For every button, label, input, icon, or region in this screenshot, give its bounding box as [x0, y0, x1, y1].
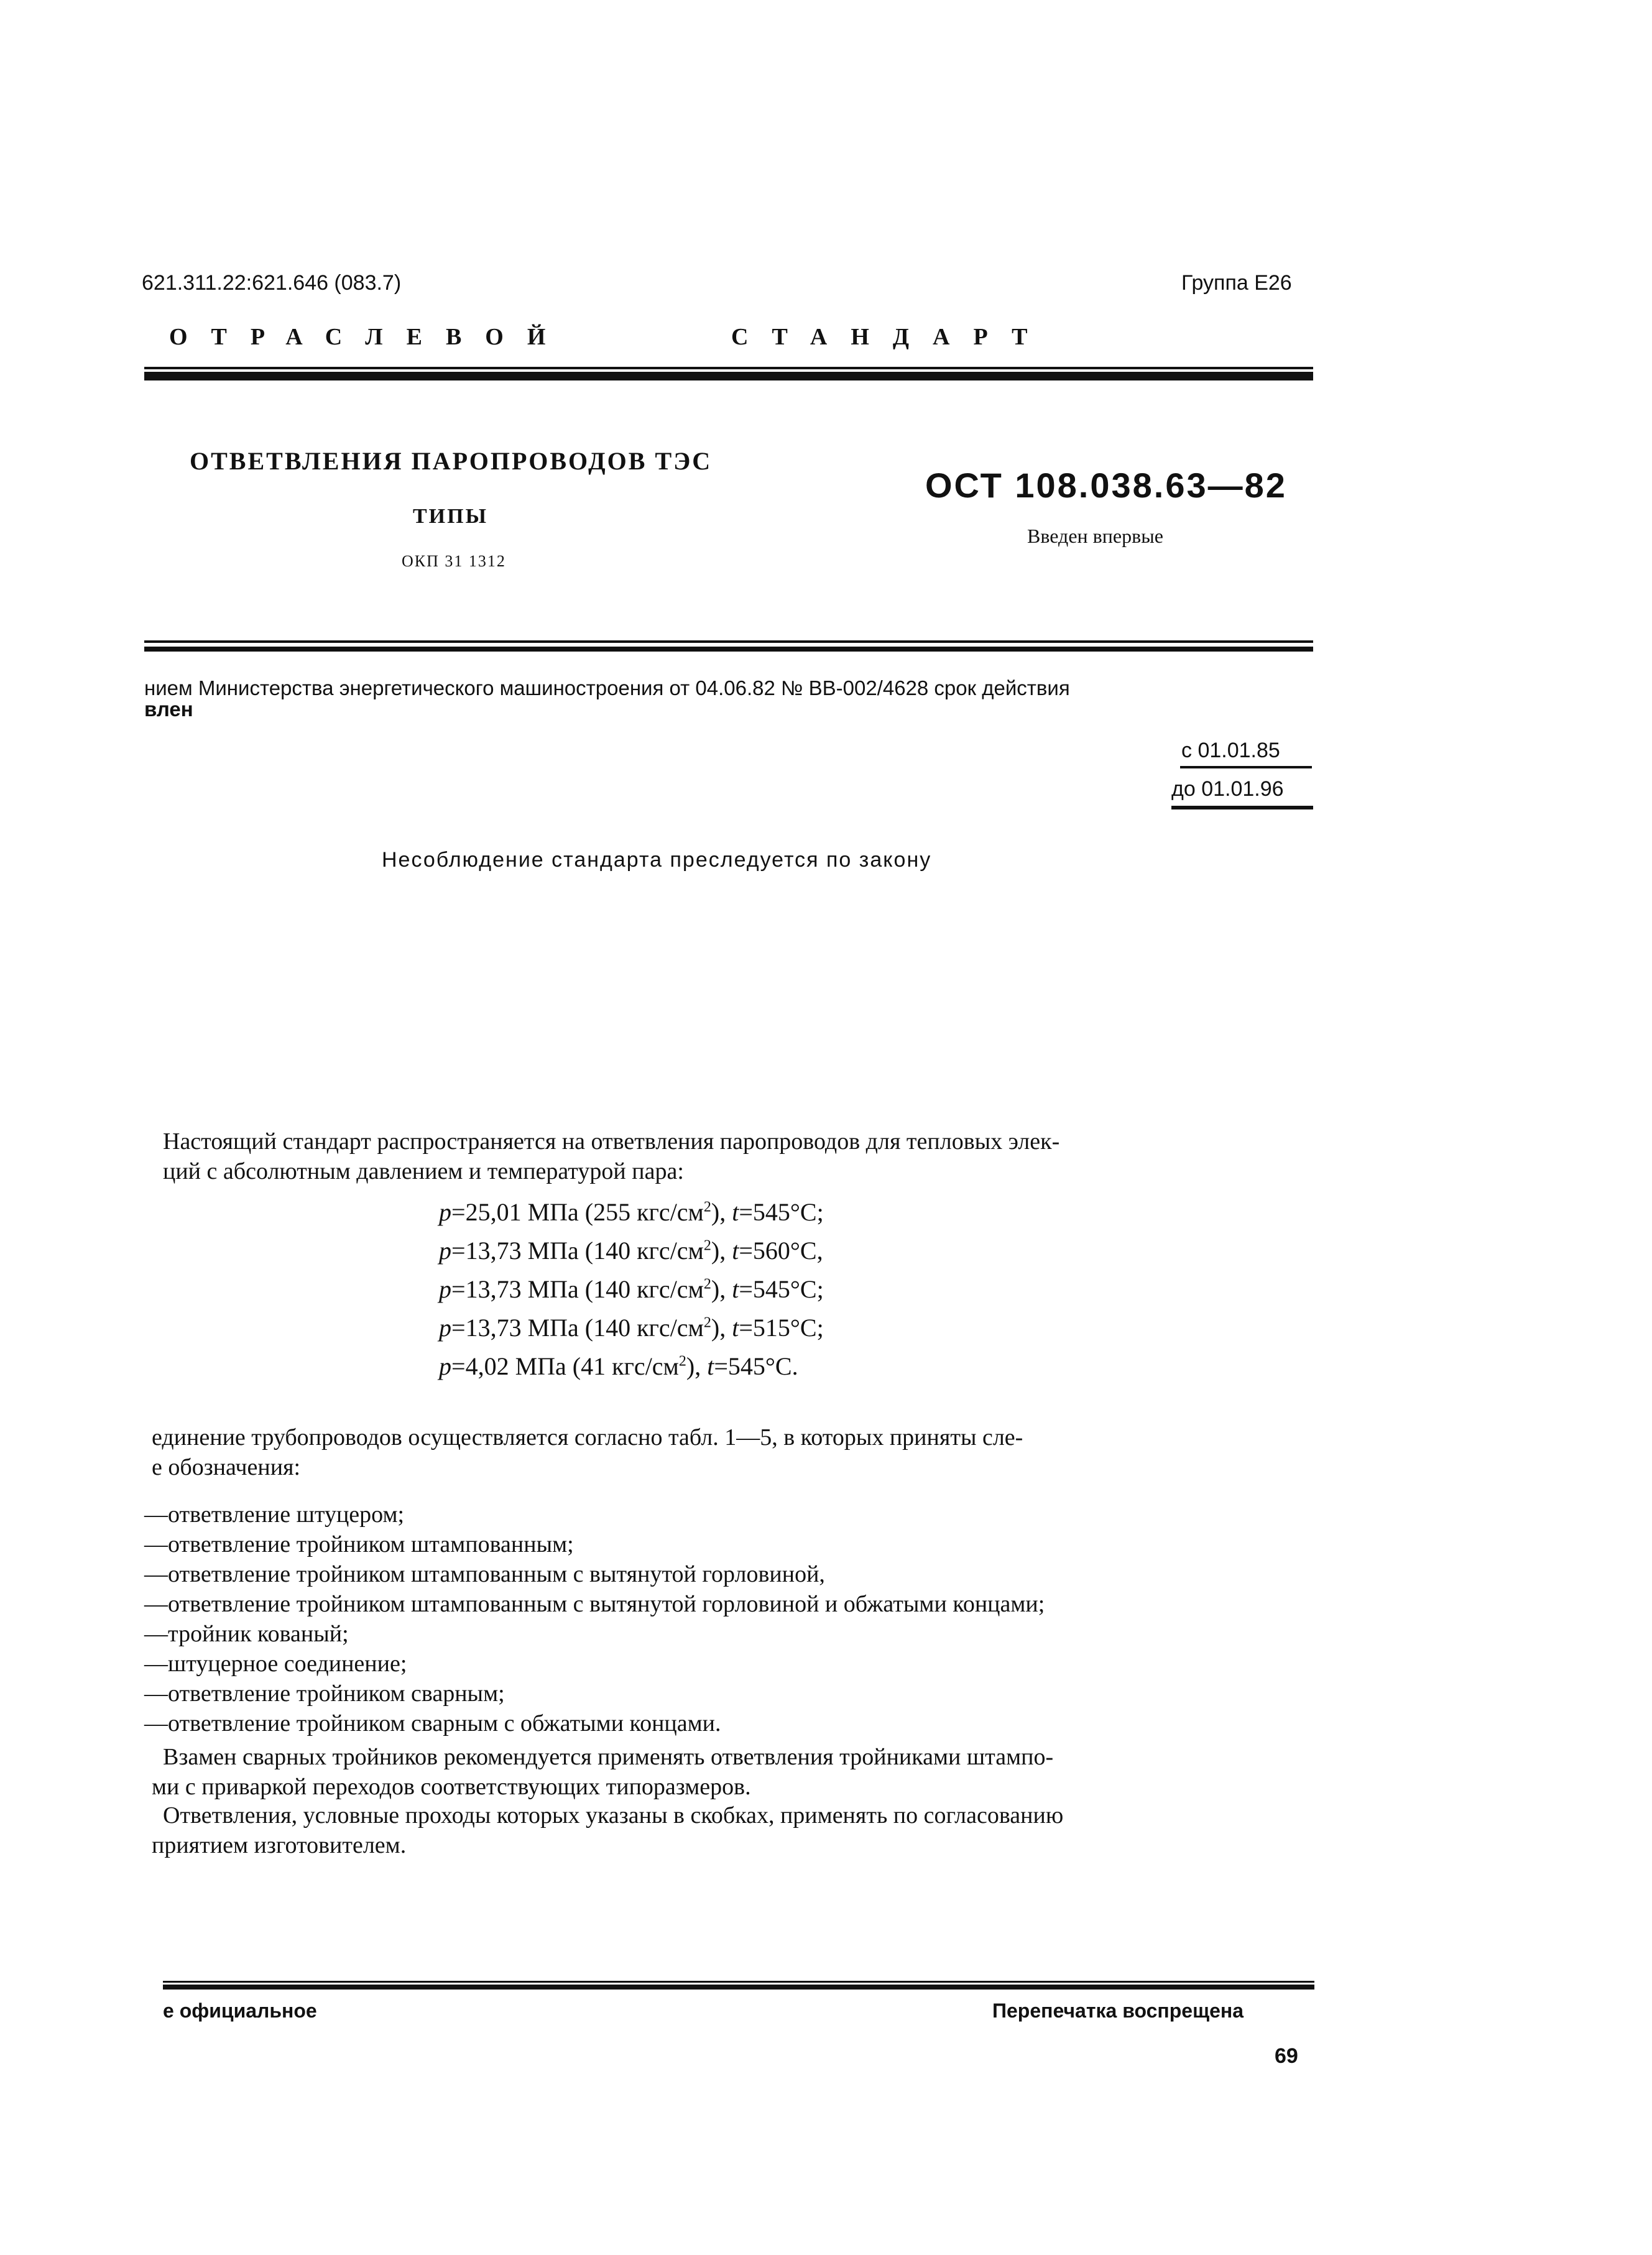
- pressure-temperature-formula: p=25,01 МПа (255 кгс/$см^2$), t=545°C;: [439, 1198, 824, 1226]
- top-rule-thick: [144, 372, 1313, 380]
- date-to-underline: [1171, 806, 1313, 809]
- standard-type-word-1: ОТРАСЛЕВОЙ: [169, 324, 570, 350]
- legal-notice: Несоблюдение стандарта преследуется по закону: [382, 848, 932, 872]
- list-item: —тройник кованый;: [144, 1621, 349, 1647]
- validity-date-to: до 01.01.96: [1171, 777, 1284, 801]
- approval-line-2: влен: [144, 698, 193, 721]
- note-line-1: Взамен сварных тройников рекомендуется применять ответвления тройниками штампо-: [163, 1744, 1054, 1770]
- standard-designation: ОСТ 108.038.63—82: [925, 466, 1287, 505]
- approval-line-1: нием Министерства энергетического машиностроения от 04.06.82 № ВВ-002/4628 срок действия: [144, 676, 1070, 699]
- note-line-4: приятием изготовителем.: [152, 1832, 407, 1858]
- document-subtitle: ТИПЫ: [413, 505, 488, 528]
- standard-type-word-2: СТАНДАРТ: [731, 324, 1051, 350]
- date-from-underline: [1180, 766, 1312, 768]
- document-title: ОТВЕТВЛЕНИЯ ПАРОПРОВОДОВ ТЭС: [190, 447, 713, 475]
- reprint-notice: Перепечатка воспрещена: [992, 1999, 1244, 2022]
- list-item: —ответвление тройником сварным с обжатыми концами.: [144, 1710, 721, 1736]
- pressure-temperature-formula: p=13,73 МПа (140 кгс/$см^2$), t=515°C;: [439, 1314, 824, 1342]
- bottom-rule-thin: [163, 1981, 1314, 1983]
- pressure-temperature-formula: p=13,73 МПа (140 кгс/$см^2$), t=545°C;: [439, 1275, 824, 1303]
- page-number: 69: [1275, 2044, 1298, 2068]
- intro-line-2: ций с абсолютным давлением и температурой пара:: [163, 1158, 684, 1184]
- group-code: Группа Е26: [1181, 271, 1292, 295]
- connection-line-2: е обозначения:: [152, 1454, 301, 1480]
- note-line-3: Ответвления, условные проходы которых указаны в скобках, применять по согласованию: [163, 1802, 1064, 1828]
- list-item: —ответвление штуцером;: [144, 1501, 405, 1528]
- pressure-temperature-formula: p=4,02 МПа (41 кгс/$см^2$), t=545°C.: [439, 1352, 798, 1380]
- list-item: —штуцерное соединение;: [144, 1651, 407, 1677]
- intro-line-1: Настоящий стандарт распространяется на ответвления паропроводов для тепловых элек-: [163, 1128, 1060, 1155]
- official-edition-note: е официальное: [163, 1999, 317, 2022]
- validity-date-from: с 01.01.85: [1181, 739, 1280, 762]
- introduced-note: Введен впервые: [1027, 525, 1163, 547]
- list-item: —ответвление тройником штампованным с вытянутой горловиной и обжатыми концами;: [144, 1591, 1045, 1617]
- bottom-rule: [163, 1985, 1314, 1990]
- udc-code: 621.311.22:621.646 (083.7): [142, 271, 402, 295]
- list-item: —ответвление тройником сварным;: [144, 1681, 505, 1707]
- note-line-2: ми с приваркой переходов соответствующих типоразмеров.: [152, 1774, 751, 1800]
- list-item: —ответвление тройником штампованным с вытянутой горловиной,: [144, 1561, 825, 1587]
- pressure-temperature-formula: p=13,73 МПа (140 кгс/$см^2$), t=560°C,: [439, 1237, 823, 1265]
- list-item: —ответвление тройником штампованным;: [144, 1531, 574, 1557]
- middle-rule-thick: [144, 647, 1313, 652]
- connection-line-1: единение трубопроводов осуществляется согласно табл. 1—5, в которых приняты сле-: [152, 1424, 1023, 1450]
- top-rule-thin: [144, 367, 1313, 369]
- middle-rule-thin: [144, 640, 1313, 643]
- okp-code: ОКП 31 1312: [402, 552, 506, 570]
